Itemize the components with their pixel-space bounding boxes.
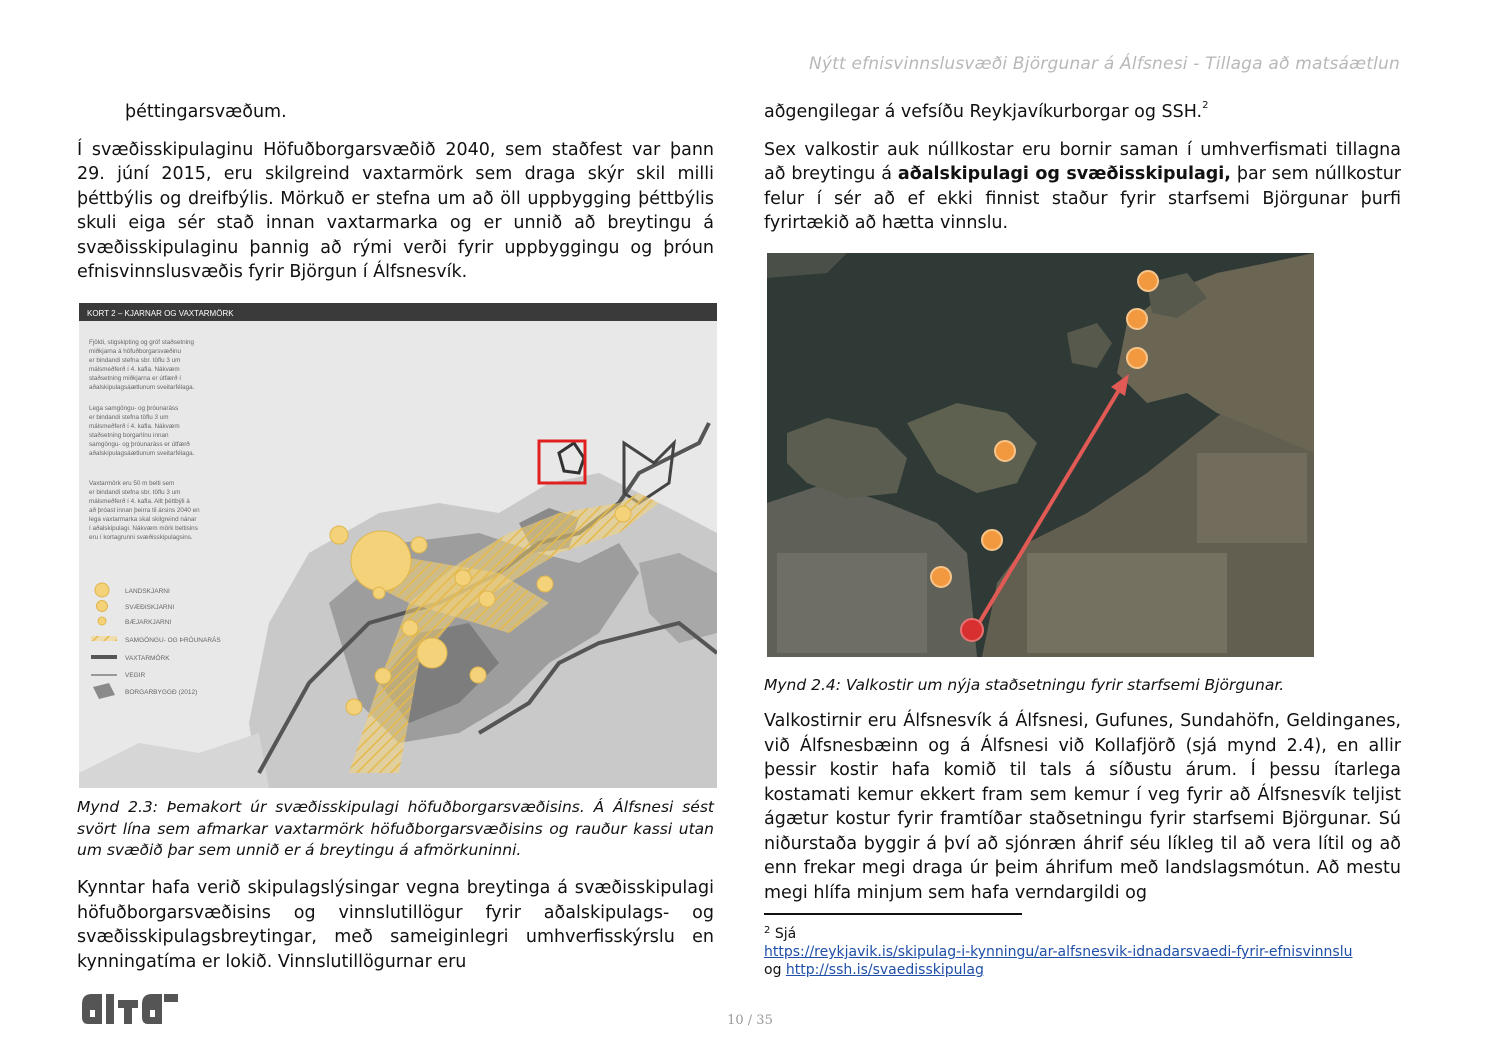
paragraph-alternatives <box>764 138 1401 236</box>
alternatives-bold: aðalskipulagi og svæðisskipulagi, <box>897 164 1231 184</box>
map-note-line: staðsetning miðkjarna er útfærð í <box>89 375 182 382</box>
map-note-line: lega vaxtarmarka skal skilgreind nánar <box>89 516 197 523</box>
legend-label: SVÆÐISKJARNI <box>125 604 175 611</box>
paragraph-options-evaluation: Valkostirnir eru Álfsnesvík á Álfsnesi, Gufunes, Sundahöfn, Geldinganes, við Álfsnesbæinn og á Álfsnesi við Kollafjörð (sjá mynd 2.4), en allir þessir kostir hafa komið til tals á síðustu árum. Í þessu ítarlega kostamati kemur ekkert fram sem kemur í veg fyrir að Álfsnesvík teljist ágætur kostur fyrir framtíðar staðsetningu fyrir starfsemi Björgunar. Sú niðurstaða byggir á því að sjónræn áhrif séu líkleg til að vera lítil og að enn frekar megi draga úr þeim áhrifum með landslagsmótun. Að mestu megi hlífa minjum sem hafa verndargildi og <box>764 711 1401 903</box>
map-note-line: er bindandi stefna töflu 3 um <box>89 414 169 421</box>
map-note-line: málsmeðferð í 4. kafla. Allt þéttbýli á <box>89 498 190 505</box>
map-note-line: Vaxtarmörk eru 50 m belti sem <box>89 480 175 487</box>
aerial-options-figure <box>767 253 1314 657</box>
figure-2-4-caption <box>764 675 1401 697</box>
legend-label: BORGARBYGGÐ (2012) <box>125 689 198 696</box>
left-column <box>77 100 714 285</box>
footnote-link-reykjavik[interactable]: https://reykjavik.is/skipulag-i-kynningu/ar-alfsnesvik-idnadarsvaedi-fyrir-efnisvinnslu <box>764 944 1353 960</box>
running-header: Nýtt efnisvinnslusvæði Björgunar á Álfsnesi - Tillaga að matsáætlun <box>808 54 1400 74</box>
footnote-and: og <box>764 962 782 978</box>
footnote-label: Sjá <box>774 926 797 942</box>
legend-label: LANDSKJARNI <box>125 588 170 595</box>
map-note-line: aðalskipulagsáætlunum sveitarfélaga. <box>89 450 195 457</box>
map-note-line: að þróast innan þeirra til ársins 2040 en <box>89 507 200 514</box>
map-note-line: málsmeðferð í 4. kafla. Nákvæm <box>89 423 180 430</box>
map-note-line: staðsetning borgarlínu innan <box>89 432 169 439</box>
map-note-line: aðalskipulagsáætlunum sveitarfélaga. <box>89 384 195 391</box>
legend-label: VAXTARMÖRK <box>125 655 170 662</box>
footnote <box>764 925 1352 979</box>
map-note-line: er bindandi stefna sbr. töflu 3 um <box>89 357 181 364</box>
map-note-line: er bindandi stefna sbr. töflu 3 um <box>89 489 181 496</box>
footnote-rule <box>764 913 1022 915</box>
left-column-bottom <box>77 876 714 974</box>
availability-text: aðgengilegar á vefsíðu Reykjavíkurborgar og SSH. <box>764 102 1203 122</box>
figure-2-3-caption <box>77 797 714 862</box>
map-note-line: málsmeðferð í 4. kafla. Nákvæm <box>89 366 180 373</box>
footnote-link-ssh[interactable]: http://ssh.is/svaedisskipulag <box>785 962 984 978</box>
aerial-options-map <box>767 253 1314 657</box>
paragraph-availability <box>764 100 1401 125</box>
caption-text: Mynd 2.4: Valkostir um nýja staðsetningu fyrir starfsemi Björgunar. <box>764 676 1285 694</box>
right-column <box>764 100 1401 236</box>
caption-text: Mynd 2.3: Þemakort úr svæðisskipulagi höfuðborgarsvæðisins. Á Álfsnesi sést svört lína sem afmarkar vaxtarmörk höfuðborgarsvæðisins og rauður kassi utan um svæðið þar sem unnið er á breytingu á afmörkuninni. <box>77 798 714 859</box>
legend-label: BÆJARKJARNI <box>125 619 172 626</box>
page-number: 10 / 35 <box>727 1013 773 1028</box>
map-note-line: í aðalskipulagi. Nákvæm mörk beltisins <box>89 525 198 532</box>
right-column-bottom <box>764 709 1401 905</box>
legend-label: VEGIR <box>125 672 146 679</box>
map-note-line: miðkjarna á höfuðborgarsvæðinu <box>89 348 182 355</box>
paragraph-continuation: þéttingarsvæðum. <box>125 102 287 122</box>
paragraph-plan-descriptions: Kynntar hafa verið skipulagslýsingar vegna breytinga á svæðisskipulagi höfuðborgarsvæðisins og vinnslutillögur fyrir aðalskipulags- og svæðisskipulagsbreytingar, með sameiginlegri umhverfisskýrslu en kynningatíma er lokið. Vinnslutillögurnar eru <box>77 878 714 972</box>
regional-plan-map <box>79 303 717 788</box>
paragraph-regional-plan: Í svæðisskipulaginu Höfuðborgarsvæðið 2040, sem staðfest var þann 29. júní 2015, eru skilgreind vaxtarmörk sem draga skýr skil milli þéttbýlis og dreifbýlis. Mörkuð er stefna um að öll uppbygging þéttbýlis skuli eiga sér stað innan vaxtarmarka og er unnið að breytingu á svæðisskipulaginu þannig að rými verði fyrir uppbyggingu og þróun efnisvinnslusvæðis fyrir Björgun í Álfsnesvík. <box>77 139 714 282</box>
footnote-ref: 2 <box>1202 100 1209 111</box>
map-note-line: samgöngu- og þróunaráss er útfærð <box>89 441 190 448</box>
alternatives-text-a: Sex valkostir auk núllkostar eru bornir saman í umhverfismati tillagna að breytingu á <box>764 139 1401 184</box>
map-note-line: Fjöldi, stigskipting og gróf staðsetning <box>89 339 195 346</box>
regional-plan-map-figure <box>79 303 717 788</box>
legend-label: SAMGÖNGU- OG ÞRÓUNARÁS <box>125 637 221 644</box>
map-note-line: Lega samgöngu- og þróunaráss <box>89 405 179 412</box>
footnote-number: 2 <box>764 925 771 936</box>
map-note-line: eru í kortagrunni svæðisskipulagsins. <box>89 534 193 541</box>
alternatives-text-b: þar sem núllkostur felur í sér að ef ekki finnist staður fyrir starfsemi Björgunar þurfi fyrirtækið að hætta vinnslu. <box>764 164 1401 233</box>
map-title: KORT 2 – KJARNAR OG VAXTARMÖRK <box>87 309 234 318</box>
